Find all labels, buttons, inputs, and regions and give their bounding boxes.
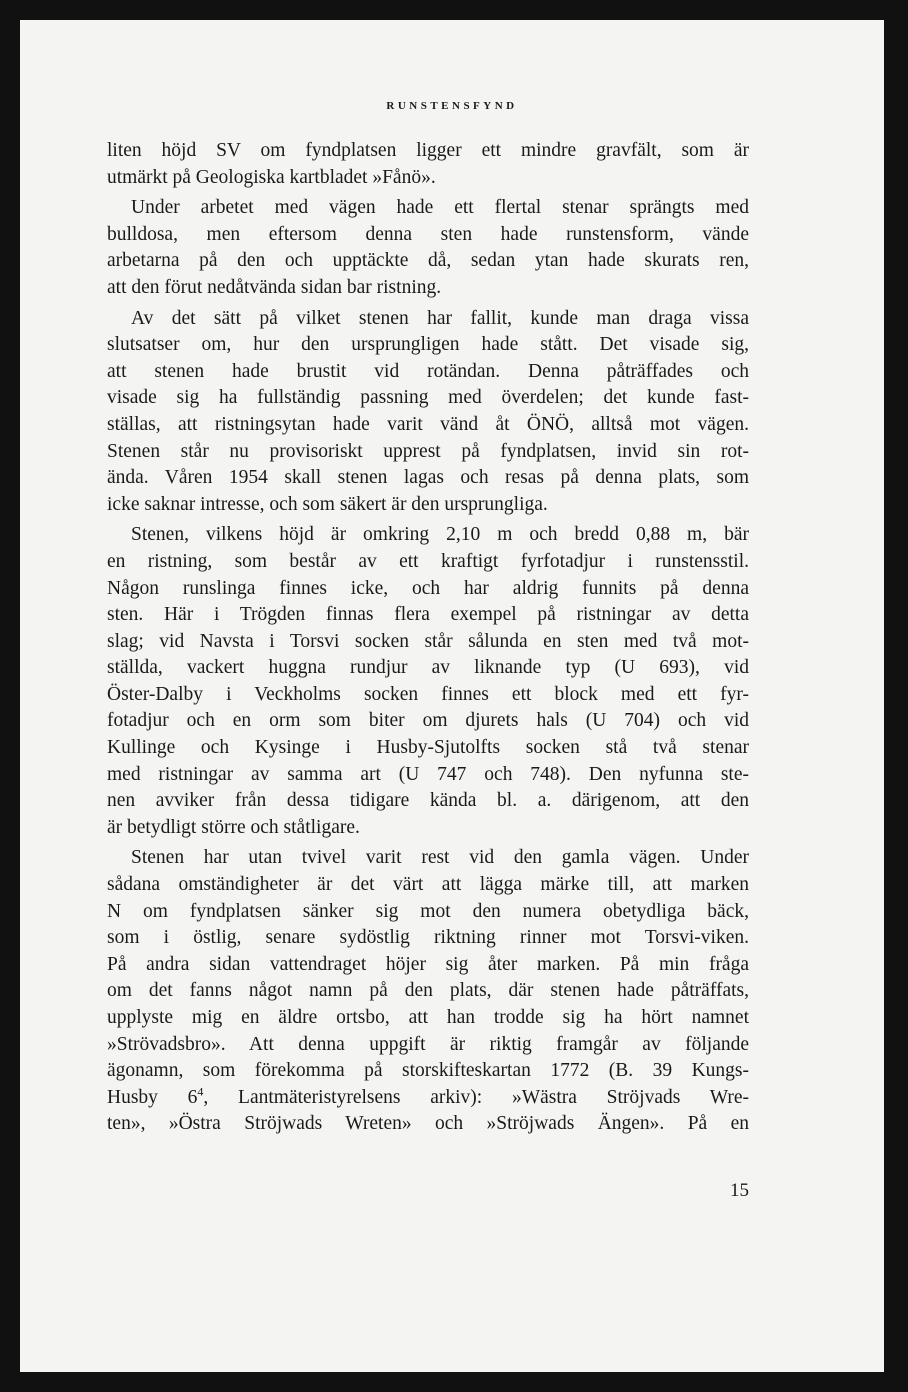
paragraph	[107, 138, 749, 191]
text-line: visade sig ha fullständig passning med överdelen; det kunde fast-	[107, 387, 749, 409]
text-line: ten», »Östra Ströjwads Wreten» och »Ströjwads Ängen». På en	[107, 1113, 749, 1135]
text-line: fotadjur och en orm som biter om djurets hals (U 704) och vid	[107, 710, 749, 732]
footnote-superscript: 4	[197, 1084, 204, 1099]
text-line: liten höjd SV om fyndplatsen ligger ett mindre gravfält, som är	[107, 140, 749, 161]
text-line: sten. Här i Trögden finnas flera exempel på ristningar av detta	[107, 604, 749, 626]
text-line: ägonamn, som förekomma på storskifteskartan 1772 (B. 39 Kungs-	[107, 1060, 749, 1082]
text-line: arbetarna på den och upptäckte då, sedan ytan hade skurats ren,	[107, 250, 749, 272]
text-line: På andra sidan vattendraget höjer sig åter marken. På min fråga	[107, 953, 749, 975]
paragraph	[107, 306, 749, 519]
text-line: bulldosa, men eftersom denna sten hade runstensform, vände	[107, 223, 749, 245]
text-segment: Husby 6	[107, 1086, 198, 1108]
text-segment: , Lantmäteristyrelsens arkiv): »Wästra Ströjvads Wre-	[203, 1086, 749, 1108]
text-line: Någon runslinga finnes icke, och har aldrig funnits på denna	[107, 577, 749, 599]
text-line: Av det sätt på vilket stenen har fallit, kunde man draga vissa	[131, 307, 749, 329]
page-number: 15	[730, 1180, 749, 1201]
text-line	[107, 1085, 749, 1112]
text-line: nen avviker från dessa tidigare kända bl. a. därigenom, att den	[107, 790, 749, 812]
paragraph	[107, 845, 749, 1138]
text-line: Stenen, vilkens höjd är omkring 2,10 m och bredd 0,88 m, bär	[131, 524, 749, 546]
text-line: med ristningar av samma art (U 747 och 748). Den nyfunna ste-	[107, 763, 749, 785]
text-line: sådana omständigheter är det värt att lägga märke till, att marken	[107, 874, 749, 896]
text-line: en ristning, som består av ett kraftigt fyrfotadjur i runstensstil.	[107, 550, 749, 572]
text-line: är betydligt större och ståtligare.	[107, 816, 360, 838]
text-line: »Strövadsbro». Att denna uppgift är riktig framgår av följande	[107, 1033, 749, 1055]
text-line: att stenen hade brustit vid rotändan. Denna påträffades och	[107, 360, 749, 382]
running-head: RUNSTENSFYND	[386, 100, 518, 112]
text-line: upplyste mig en äldre ortsbo, att han trodde sig ha hört namnet	[107, 1007, 749, 1028]
body-text	[107, 138, 749, 1138]
text-line: Under arbetet med vägen hade ett flertal stenar sprängts med	[131, 197, 749, 219]
text-line: Kullinge och Kysinge i Husby-Sjutolfts socken stå två stenar	[107, 737, 749, 759]
text-line: Öster-Dalby i Veckholms socken finnes ett block med ett fyr-	[107, 683, 749, 705]
paragraph	[107, 522, 749, 841]
text-line: N om fyndplatsen sänker sig mot den numera obetydliga bäck,	[107, 900, 749, 922]
text-line: utmärkt på Geologiska kartbladet »Fånö».	[107, 166, 436, 188]
text-line: ställas, att ristningsytan hade varit vänd åt ÖNÖ, alltså mot vägen.	[107, 413, 749, 435]
text-line: att den förut nedåtvända sidan bar ristning.	[107, 276, 442, 298]
text-line: Stenen har utan tvivel varit rest vid den gamla vägen. Under	[131, 847, 749, 869]
document-page	[20, 20, 884, 1372]
text-line: om det fanns något namn på den plats, där stenen hade påträffats,	[107, 980, 749, 1002]
text-line: slutsatser om, hur den ursprungligen hade stått. Det visade sig,	[107, 334, 749, 356]
text-line: slag; vid Navsta i Torsvi socken står sålunda en sten med två mot-	[107, 630, 749, 652]
text-line: som i östlig, senare sydöstlig riktning rinner mot Torsvi-viken.	[107, 927, 749, 949]
text-line: ända. Våren 1954 skall stenen lagas och resas på denna plats, som	[107, 467, 749, 489]
text-line: ställda, vackert huggna rundjur av liknande typ (U 693), vid	[107, 657, 749, 679]
paragraph	[107, 195, 749, 301]
text-line: icke saknar intresse, och som säkert är den ursprungliga.	[107, 493, 548, 515]
text-line: Stenen står nu provisoriskt upprest på fyndplatsen, invid sin rot-	[107, 440, 749, 462]
